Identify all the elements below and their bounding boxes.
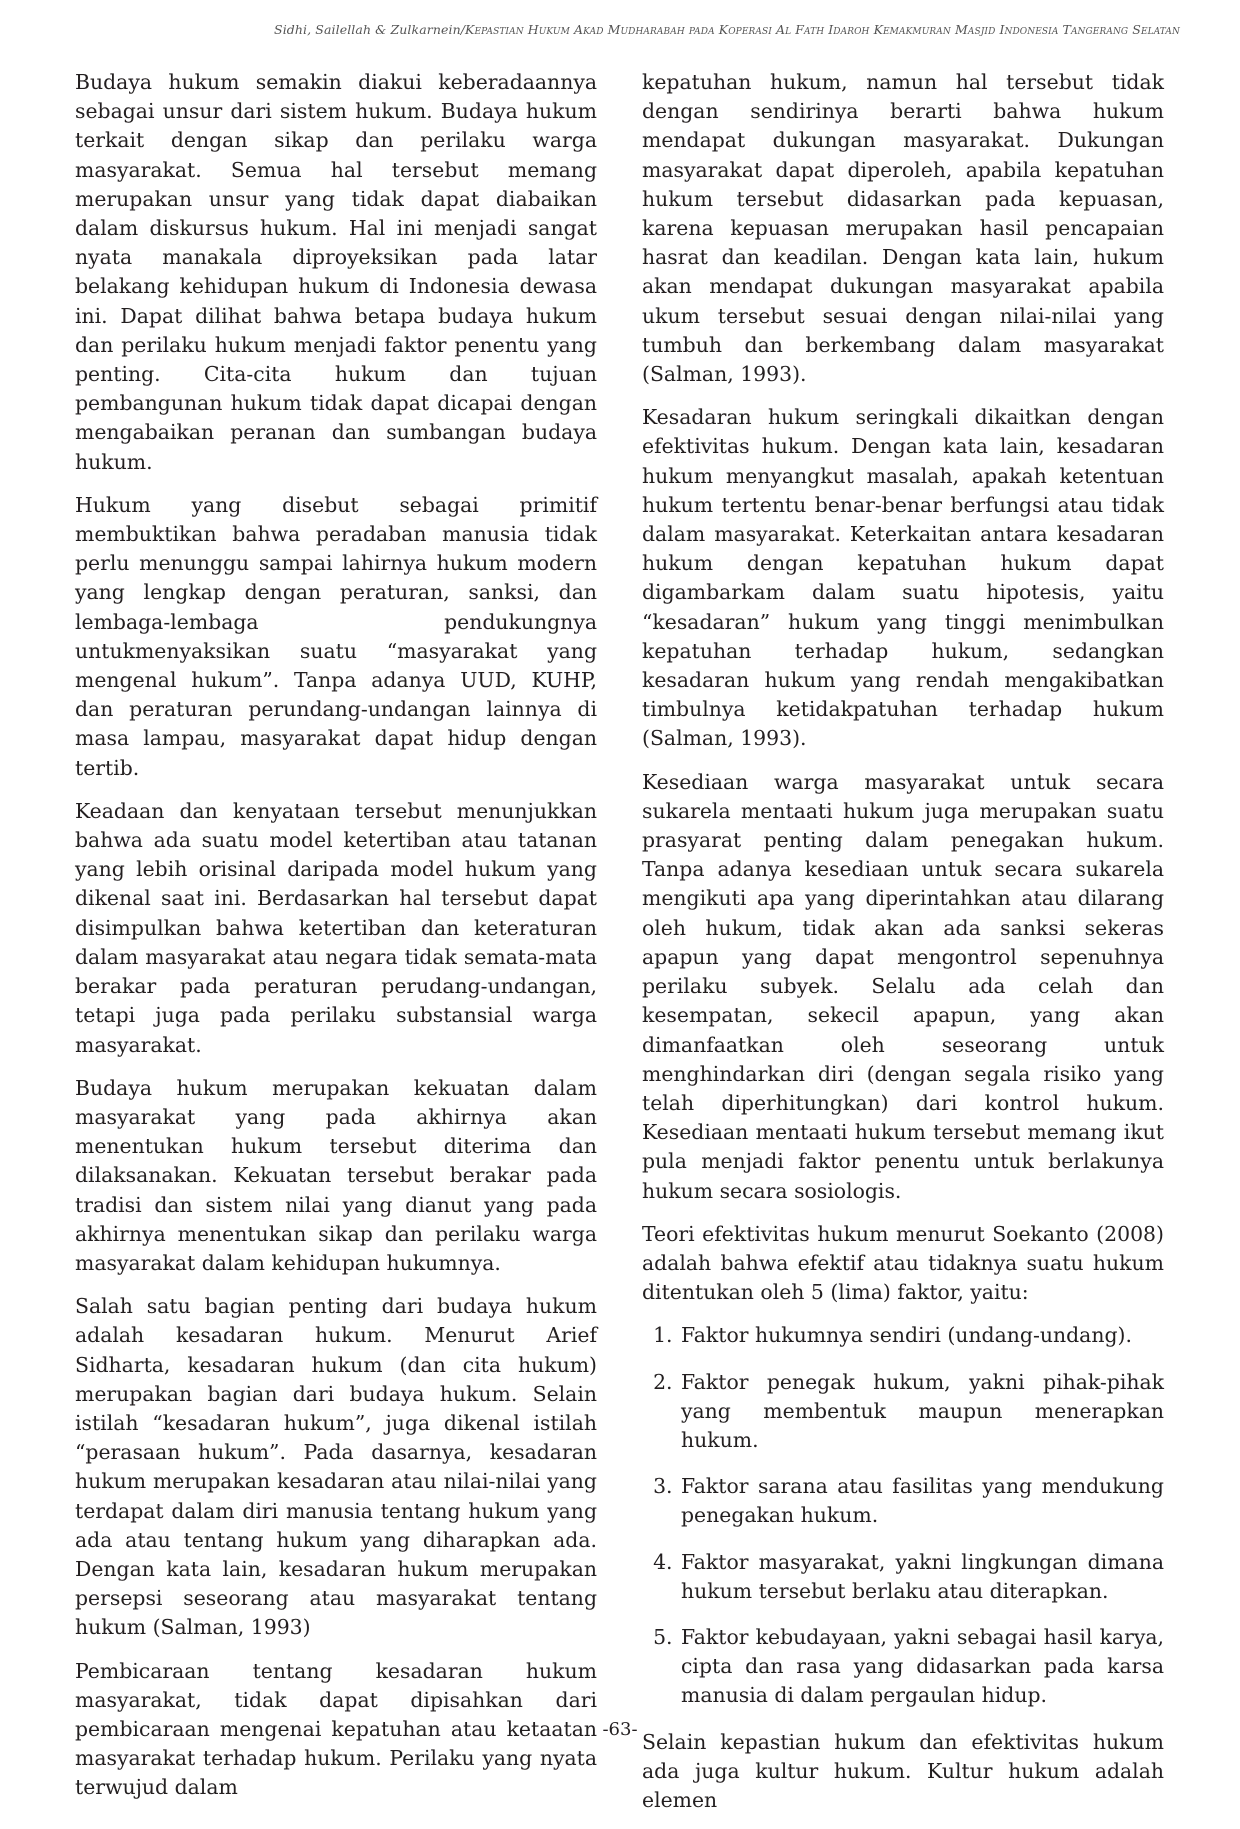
header-article-title: Kepastian Hukum Akad Mudharabah pada Koperasi Al Fath Idaroh Kemakmuran Masjid Indonesia Tangerang Selatan: [465, 22, 1180, 37]
body-paragraph: Budaya hukum merupakan kekuatan dalam masyarakat yang pada akhirnya akan menentukan hukum tersebut diterima dan dilaksanakan. Kekuatan tersebut berakar pada tradisi dan sistem nilai yang dianut yang pada akhirnya menentukan sikap dan perilaku warga masyarakat dalam kehidupan hukumnya.: [75, 1075, 597, 1275]
body-paragraph: Keadaan dan kenyataan tersebut menunjukkan bahwa ada suatu model ketertiban atau tatanan yang lebih orisinal daripada model hukum yang dikenal saat ini. Berdasarkan hal tersebut dapat disimpulkan bahwa ketertiban dan keteraturan dalam masyarakat atau negara tidak semata-mata berakar pada peraturan perudang-undangan, tetapi juga pada perilaku substansial warga masyarakat.: [75, 798, 597, 1057]
header-authors: Sidhi, Sailellah & Zulkarnein/: [274, 22, 466, 37]
factor-list-item: 3. Faktor sarana atau fasilitas yang mendukung penegakan hukum.: [679, 1472, 1164, 1530]
factor-list-item: 1. Faktor hukumnya sendiri (undang-undang).: [679, 1321, 1164, 1350]
factor-list-item: 2. Faktor penegak hukum, yakni pihak-pihak yang membentuk maupun menerapkan hukum.: [679, 1368, 1164, 1456]
right-column: [642, 68, 1164, 1829]
left-column: [75, 68, 597, 1817]
factor-list: [642, 1321, 1164, 1710]
factor-list-item: 4. Faktor masyarakat, yakni lingkungan dimana hukum tersebut berlaku atau diterapkan.: [679, 1548, 1164, 1606]
factor-list-item: 5. Faktor kebudayaan, yakni sebagai hasil karya, cipta dan rasa yang didasarkan pada karsa manusia di dalam pergaulan hidup.: [679, 1623, 1164, 1711]
body-paragraph: Hukum yang disebut sebagai primitif membuktikan bahwa peradaban manusia tidak perlu menunggu sampai lahirnya hukum modern yang lengkap dengan peraturan, sanksi, dan lembaga-lembaga pendukungnya untukmenyaksikan suatu “masyarakat yang mengenal hukum”. Tanpa adanya UUD, KUHP, dan peraturan perundang-undangan lainnya di masa lampau, masyarakat dapat hidup dengan tertib.: [75, 492, 597, 780]
body-paragraph: Teori efektivitas hukum menurut Soekanto (2008) adalah bahwa efektif atau tidaknya suatu hukum ditentukan oleh 5 (lima) faktor, yaitu:: [642, 1221, 1164, 1305]
page-number: -63-: [602, 1719, 638, 1740]
body-paragraph: Budaya hukum semakin diakui keberadaannya sebagai unsur dari sistem hukum. Budaya hukum terkait dengan sikap dan perilaku warga masyarakat. Semua hal tersebut memang merupakan unsur yang tidak dapat diabaikan dalam diskursus hukum. Hal ini menjadi sangat nyata manakala diproyeksikan pada latar belakang kehidupan hukum di Indonesia dewasa ini. Dapat dilihat bahwa betapa budaya hukum dan perilaku hukum menjadi faktor penentu yang penting. Cita-cita hukum dan tujuan pembangunan hukum tidak dapat dicapai dengan mengabaikan peranan dan sumbangan budaya hukum.: [75, 70, 597, 474]
body-paragraph: Pembicaraan tentang kesadaran hukum masyarakat, tidak dapat dipisahkan dari pembicaraan mengenai kepatuhan atau ketaatan masyarakat terhadap hukum. Perilaku yang nyata terwujud dalam: [75, 1658, 597, 1800]
body-paragraph: Salah satu bagian penting dari budaya hukum adalah kesadaran hukum. Menurut Arief Sidharta, kesadaran hukum (dan cita hukum) merupakan bagian dari budaya hukum. Selain istilah “kesadaran hukum”, juga dikenal istilah “perasaan hukum”. Pada dasarnya, kesadaran hukum merupakan kesadaran atau nilai-nilai yang terdapat dalam diri manusia tentang hukum yang ada atau tentang hukum yang diharapkan ada. Dengan kata lain, kesadaran hukum merupakan persepsi seseorang atau masyarakat tentang hukum (Salman, 1993): [75, 1294, 597, 1640]
body-paragraph: Kesediaan warga masyarakat untuk secara sukarela mentaati hukum juga merupakan suatu prasyarat penting dalam penegakan hukum. Tanpa adanya kesediaan untuk secara sukarela mengikuti apa yang diperintahkan atau dilarang oleh hukum, tidak akan ada sanksi sekeras apapun yang dapat mengontrol sepenuhnya perilaku subyek. Selalu ada celah dan kesempatan, sekecil apapun, yang akan dimanfaatkan oleh seseorang untuk menghindarkan diri (dengan segala risiko yang telah diperhitungkan) dari kontrol hukum. Kesediaan mentaati hukum tersebut memang ikut pula menjadi faktor penentu untuk berlakunya hukum secara sosiologis.: [642, 769, 1164, 1203]
body-paragraph: Kesadaran hukum seringkali dikaitkan dengan efektivitas hukum. Dengan kata lain, kesadaran hukum menyangkut masalah, apakah ketentuan hukum tertentu benar-benar berfungsi atau tidak dalam masyarakat. Keterkaitan antara kesadaran hukum dengan kepatuhan hukum dapat digambarkam dalam suatu hipotesis, yaitu “kesadaran” hukum yang tinggi menimbulkan kepatuhan terhadap hukum, sedangkan kesadaran hukum yang rendah mengakibatkan timbulnya ketidakpatuhan terhadap hukum (Salman, 1993).: [642, 405, 1164, 751]
running-header: [60, 22, 1180, 37]
body-paragraph: Selain kepastian hukum dan efektivitas hukum ada juga kultur hukum. Kultur hukum adalah elemen: [642, 1729, 1164, 1812]
body-paragraph: kepatuhan hukum, namun hal tersebut tidak dengan sendirinya berarti bahwa hukum mendapat dukungan masyarakat. Dukungan masyarakat dapat diperoleh, apabila kepatuhan hukum tersebut didasarkan pada kepuasan, karena kepuasan merupakan hasil pencapaian hasrat dan keadilan. Dengan kata lain, hukum akan mendapat dukungan masyarakat apabila ukum tersebut sesuai dengan nilai-nilai yang tumbuh dan berkembang dalam masyarakat (Salman, 1993).: [642, 70, 1164, 387]
